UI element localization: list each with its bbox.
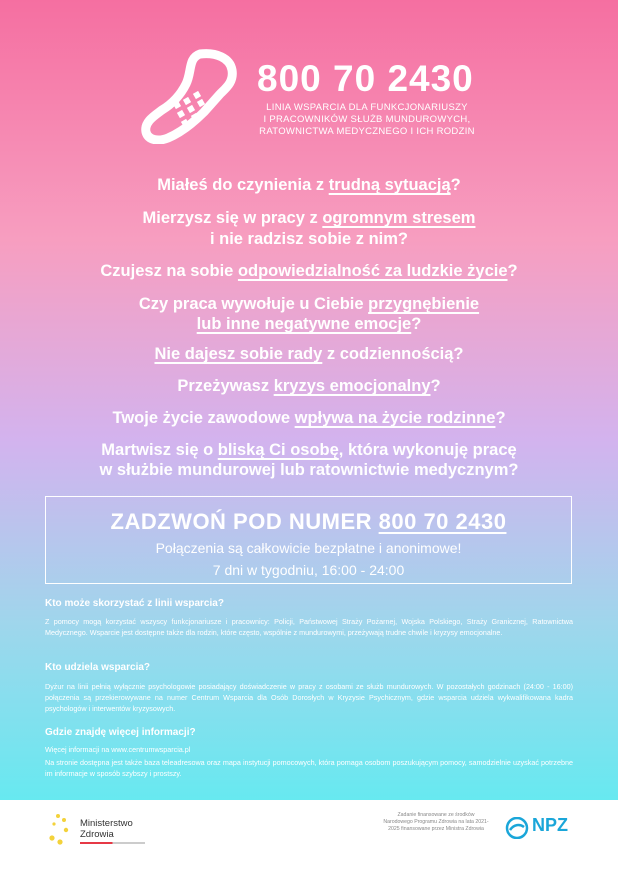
call-number-link[interactable]: 800 70 2430 bbox=[378, 509, 507, 534]
question: Martwisz się o bliską Ci osobę, która wykonuję pracę bbox=[101, 441, 517, 459]
question: Czujesz na sobie odpowiedzialność za ludzkie życie? bbox=[100, 262, 518, 280]
question: Twoje życie zawodowe wpływa na życie rodzinne? bbox=[112, 409, 506, 427]
ministry-name-line: Zdrowia bbox=[80, 829, 114, 840]
section-heading-more-info: Gdzie znajdę więcej informacji? bbox=[45, 727, 196, 738]
question: Mierzysz się w pracy z ogromnym stresem bbox=[142, 209, 476, 227]
phone-handset-icon bbox=[138, 48, 238, 144]
section-text-who-can-use: Z pomocy mogą korzystać wszyscy funkcjonariusze i pracownicy: Policji, Państwowej Straży Pożarnej, Wojska Polskiego, Straży Granicznej, Ratownictwa Medycznego. Wsparcie jest dostępne także dla rodzin, które często, wspólnie z mundurowymi, przeżywają trudne chwile i kryzysy emocjonalne. bbox=[45, 617, 573, 637]
helpline-description bbox=[254, 102, 480, 138]
npz-logo-text: NPZ bbox=[532, 815, 568, 835]
section-text-more-info: Na stronie dostępna jest także baza teleadresowa oraz mapa instytucji pomocowych, która pomaga osobom poszukującym pomocy, samodzielnie uzyskać potrzebne im informacje w sposób szybszy i prostszy. bbox=[45, 758, 573, 778]
ministry-name-line: Ministerstwo bbox=[80, 818, 133, 829]
question: Czy praca wywołuje u Ciebie przygnębienie bbox=[138, 295, 480, 313]
section-heading-who-helps: Kto udziela wsparcia? bbox=[45, 662, 151, 673]
call-title: ZADZWOŃ POD NUMER 800 70 2430 bbox=[110, 509, 507, 534]
more-info-link[interactable]: Więcej informacji na www.centrumwsparcia.pl bbox=[45, 745, 191, 754]
question: i nie radzisz sobie z nim? bbox=[209, 230, 409, 248]
question: Nie dajesz sobie rady z codziennością? bbox=[154, 345, 464, 363]
funding-note: Zadanie finansowane ze środków Narodowego Programu Zdrowia na lata 2021-2025 finansowane przez Ministra Zdrowia bbox=[383, 812, 489, 832]
question: lub inne negatywne emocje? bbox=[196, 315, 422, 333]
helpline-description-line: RATOWNICTWA MEDYCZNEGO I ICH RODZIN bbox=[259, 126, 475, 137]
npz-logo-icon bbox=[505, 817, 529, 839]
question: Miałeś do czynienia z trudną sytuacją? bbox=[157, 176, 461, 194]
call-free-note: Połączenia są całkowicie bezpłatne i anonimowe! bbox=[155, 540, 462, 556]
question: w służbie mundurowej lub ratownictwie medycznym? bbox=[99, 461, 519, 479]
call-hours: 7 dni w tygodniu, 16:00 - 24:00 bbox=[212, 562, 405, 578]
helpline-description-line: I PRACOWNIKÓW SŁUŻB MUNDUROWYCH, bbox=[263, 114, 471, 125]
section-heading-who-can-use: Kto może skorzystać z linii wsparcia? bbox=[45, 598, 224, 609]
question: Przeżywasz kryzys emocjonalny? bbox=[177, 377, 441, 395]
call-box bbox=[45, 496, 572, 584]
ministry-name bbox=[80, 818, 133, 840]
ministry-flag-bar bbox=[80, 842, 145, 844]
section-text-who-helps: Dyżur na linii pełnią wyłącznie psychologowie posiadający doświadczenie w pracy z osobami ze służb mundurowych. W pozostałych godzinach (24:00 - 16:00) połączenia są przekierowywane na numer Centrum Wsparcia dla Osób Dorosłych w Kryzysie Psychicznym, gdzie wsparcia udziela wykwalifikowana kadra psychologów i interwentów kryzysowych. bbox=[45, 682, 573, 713]
helpline-description-line: LINIA WSPARCIA DLA FUNKCJONARIUSZY bbox=[266, 102, 468, 113]
helpline-number[interactable]: 800 70 2430 bbox=[257, 58, 474, 99]
